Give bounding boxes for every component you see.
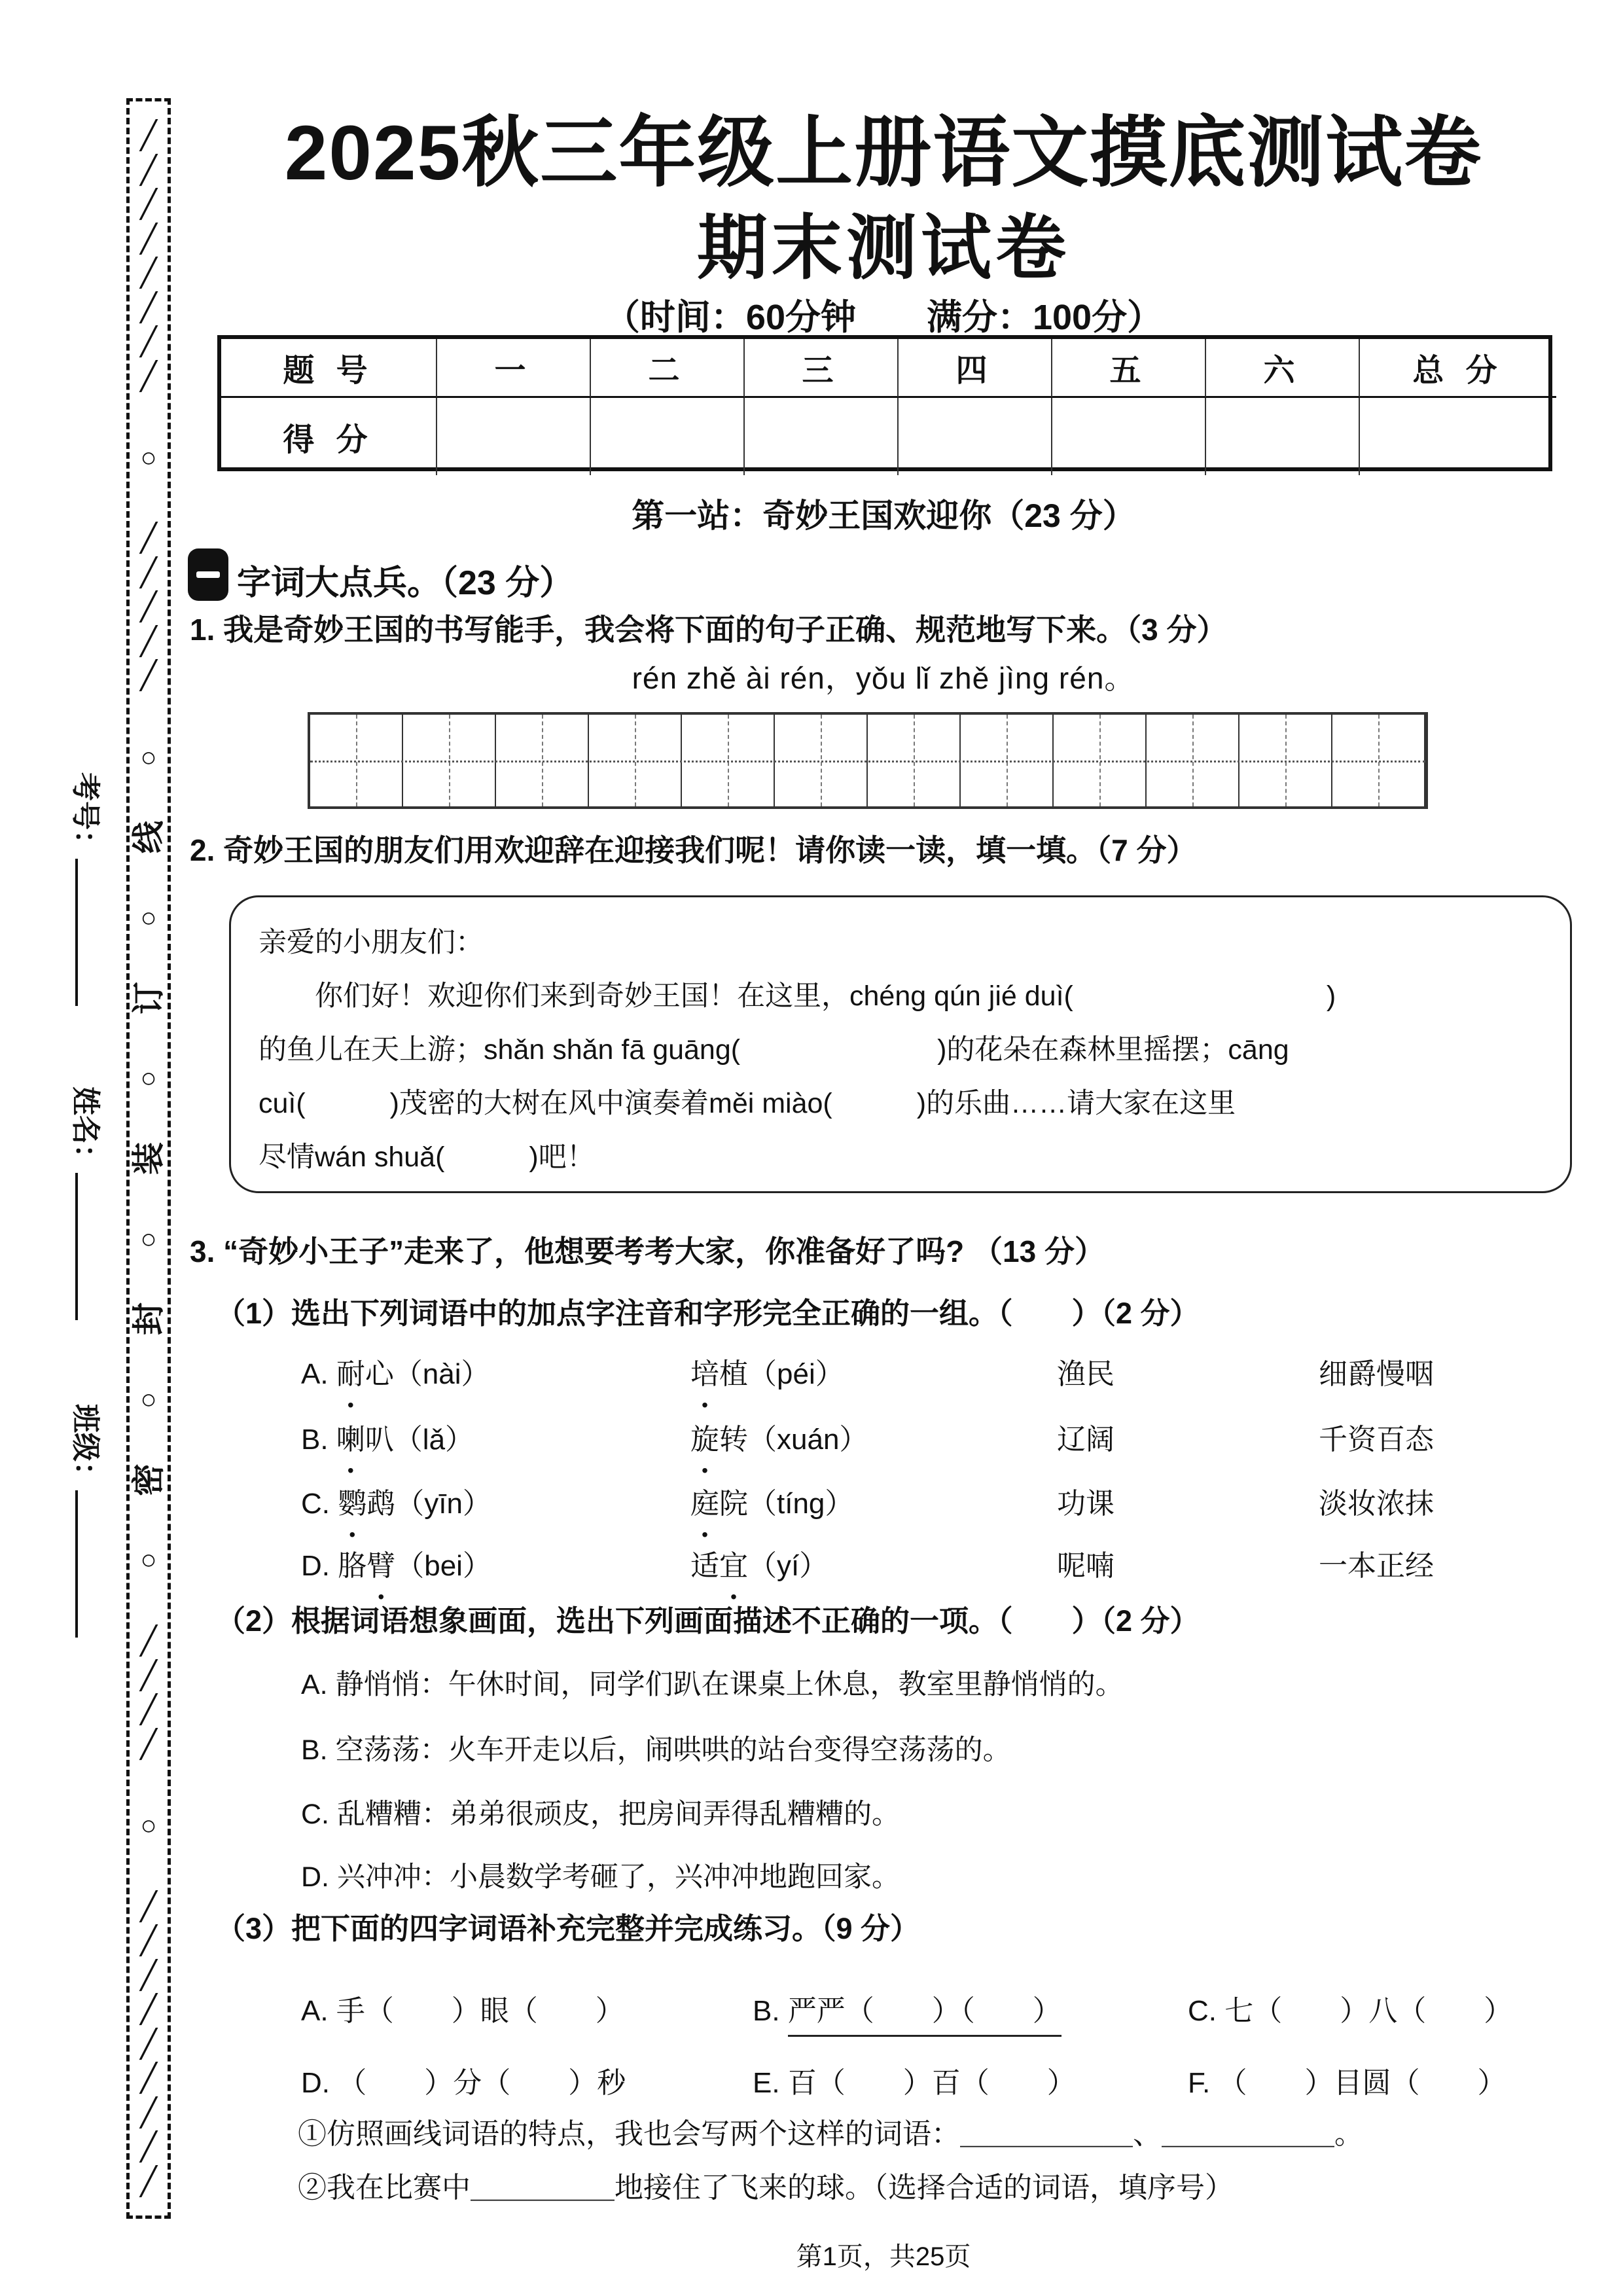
class-field <box>69 1404 108 1712</box>
emphasized-char: 庭 <box>690 1488 719 1520</box>
score-table <box>217 335 1552 471</box>
q1-stem: 1. 我是奇妙王国的书写能手，我会将下面的句子正确、规范地写下来。（3 分） <box>190 613 1227 647</box>
seal-char-zhuang: 装 <box>130 1142 167 1175</box>
student-id-blank[interactable] <box>75 859 101 1006</box>
letter-line-2: 你们好！欢迎你们来到奇妙王国！在这里，chéng qún jié duì( ) <box>259 980 1336 1012</box>
q3-1-row-a <box>301 1350 1577 1392</box>
letter-line-3: 的鱼儿在天上游；shǎn shǎn fā guāng( )的花朵在森林里摇摆；cāng <box>259 1034 1289 1066</box>
station-heading: 第一站：奇妙王国欢迎你（23 分） <box>632 497 1135 534</box>
time-score-meta: （时间：60分钟 满分：100分） <box>604 298 1163 337</box>
hatch-marks: ╱╱╱╱╱╱╱╱ <box>140 120 157 391</box>
seal-char-feng: 封 <box>130 1302 167 1336</box>
q3-2-option-c: C. 乱糟糟：弟弟很顽皮，把房间弄得乱糟糟的。 <box>301 1799 900 1830</box>
option-c-word4: 淡妆浓抹 <box>1319 1488 1434 1520</box>
q3-1-stem: （1）选出下列词语中的加点字注音和字形完全正确的一组。（ ）（2 分） <box>216 1297 1200 1330</box>
part1-heading: 字词大点兵。（23 分） <box>237 564 574 602</box>
option-a-word2: 培植（péi） <box>690 1350 1057 1392</box>
emphasized-char: 臂 <box>366 1550 396 1582</box>
seal-char-mi: 密 <box>130 1463 167 1496</box>
idiom-blank-b: B. 严严（ ）（ ） <box>753 1987 1188 2029</box>
paper-title: 2025秋三年级上册语文摸底测试卷 <box>284 110 1483 196</box>
score-col-1: 一 <box>437 339 591 398</box>
option-c-word3: 功课 <box>1057 1488 1115 1520</box>
option-a-word1: A. 耐心（nài） <box>301 1350 690 1392</box>
grid-midline <box>310 761 1425 762</box>
writing-grid[interactable] <box>308 712 1428 809</box>
score-row-label: 得 分 <box>221 398 437 475</box>
idiom-blank-e: E. 百（ ）百（ ） <box>753 2067 1076 2099</box>
student-id-field <box>69 772 108 1080</box>
score-cell-empty <box>745 398 899 475</box>
q3-3-ex2: ②我在比赛中＿＿＿＿＿地接住了飞来的球。（选择合适的词语，填序号） <box>298 2172 1234 2204</box>
hatch-marks: ╱╱╱╱╱ <box>140 522 157 691</box>
option-c-word2: 庭院（tíng） <box>690 1480 1057 1522</box>
circle-glyph: ○ <box>140 1809 157 1840</box>
q3-1-row-c <box>301 1480 1577 1522</box>
score-col-3: 三 <box>745 339 899 398</box>
letter-line-1: 亲爱的小朋友们： <box>259 927 484 958</box>
score-col-2: 二 <box>591 339 745 398</box>
circle-glyph: ○ <box>140 1223 157 1254</box>
student-name-label: 姓名： <box>69 1086 101 1173</box>
seal-binding-strip <box>126 98 171 2219</box>
q3-1-row-b <box>301 1416 1577 1458</box>
paper-subtitle: 期末测试卷 <box>696 208 1070 287</box>
q3-2-option-b: B. 空荡荡：火车开走以后，闹哄哄的站台变得空荡荡的。 <box>301 1734 1011 1766</box>
q3-2-stem: （2）根据词语想象画面，选出下列画面描述不正确的一项。（ ）（2 分） <box>216 1604 1200 1638</box>
score-cell-empty <box>591 398 745 475</box>
q3-2-option-d: D. 兴冲冲：小晨数学考砸了，兴冲冲地跑回家。 <box>301 1861 900 1893</box>
q1-pinyin-line: rén zhě ài rén，yǒu lǐ zhě jìng rén。 <box>632 661 1135 695</box>
emphasized-char: 旋 <box>690 1424 719 1456</box>
score-cell-empty <box>1206 398 1360 475</box>
student-id-label: 考号： <box>69 772 101 859</box>
score-cell-empty <box>437 398 591 475</box>
score-table-header-label: 题 号 <box>221 339 437 398</box>
seal-char-ding: 订 <box>130 981 167 1014</box>
option-d-word1: D. 胳臂（bei） <box>301 1542 690 1584</box>
score-col-5: 五 <box>1052 339 1206 398</box>
circle-glyph: ○ <box>140 741 157 772</box>
option-b-word1: B. 喇叭（lǎ） <box>301 1416 690 1458</box>
circle-glyph: ○ <box>140 1062 157 1094</box>
score-cell-empty <box>1360 398 1556 475</box>
circle-glyph: ○ <box>140 1544 157 1575</box>
emphasized-char: 鹦 <box>338 1488 367 1520</box>
emphasized-char: 宜 <box>719 1550 748 1582</box>
emphasized-char: 耐 <box>336 1358 365 1390</box>
underlined-idiom: 严严（ ）（ ） <box>788 1995 1061 2037</box>
q3-3-ex1: ①仿照画线词语的特点，我也会写两个这样的词语：＿＿＿＿＿＿、＿＿＿＿＿＿。 <box>298 2118 1363 2150</box>
option-b-word2: 旋转（xuán） <box>690 1416 1057 1458</box>
welcome-letter-box <box>229 895 1572 1193</box>
letter-line-5: 尽情wán shuǎ( )吧！ <box>259 1141 595 1173</box>
q3-2-option-a: A. 静悄悄：午休时间，同学们趴在课桌上休息，教室里静悄悄的。 <box>301 1669 1124 1700</box>
option-d-word3: 呢喃 <box>1057 1550 1115 1582</box>
score-col-6: 六 <box>1206 339 1360 398</box>
q3-3-blanks-row1 <box>301 1987 1577 2029</box>
class-blank[interactable] <box>75 1490 101 1638</box>
letter-line-4: cuì( )茂密的大树在风中演奏着měi miào( )的乐曲……请大家在这里 <box>259 1088 1236 1119</box>
q3-3-blanks-row2 <box>301 2059 1577 2101</box>
circle-glyph: ○ <box>140 1384 157 1415</box>
hatch-marks: ╱╱╱╱ <box>140 1625 157 1759</box>
idiom-blank-f: F. （ ）目圆（ ） <box>1188 2067 1507 2099</box>
page-number: 第1页，共25页 <box>796 2242 971 2271</box>
q3-stem: 3. “奇妙小王子”走来了，他想要考考大家，你准备好了吗? （13 分） <box>190 1234 1105 1268</box>
idiom-blank-d: D. （ ）分（ ）秒 <box>301 2067 626 2099</box>
idiom-blank-c: C. 七（ ）八（ ） <box>1188 1995 1513 2027</box>
emphasized-char: 喇 <box>336 1424 365 1456</box>
option-a-word3: 渔民 <box>1057 1358 1115 1390</box>
q3-3-stem: （3）把下面的四字词语补充完整并完成练习。（9 分） <box>216 1912 920 1945</box>
q3-1-row-d <box>301 1542 1577 1584</box>
seal-char-xian: 线 <box>130 821 167 854</box>
option-d-word4: 一本正经 <box>1319 1550 1434 1582</box>
student-name-blank[interactable] <box>75 1173 101 1320</box>
q2-stem: 2. 奇妙王国的朋友们用欢迎辞在迎接我们呢！请你读一读，填一填。（7 分） <box>190 833 1197 867</box>
option-a-word4: 细爵慢咽 <box>1319 1358 1434 1390</box>
section-one-badge <box>188 548 228 601</box>
option-b-word3: 辽阔 <box>1057 1424 1115 1456</box>
option-c-word1: C. 鹦鹉（yīn） <box>301 1480 690 1522</box>
class-label: 班级： <box>69 1404 101 1490</box>
student-name-field <box>69 1086 108 1394</box>
circle-glyph: ○ <box>140 441 157 473</box>
emphasized-char: 培 <box>690 1358 719 1390</box>
hatch-marks: ╱╱╱╱╱╱╱╱╱ <box>140 1890 157 2197</box>
score-cell-empty <box>1052 398 1206 475</box>
score-col-4: 四 <box>899 339 1052 398</box>
idiom-blank-a: A. 手（ ）眼（ ） <box>301 1995 624 2027</box>
option-b-word4: 千资百态 <box>1319 1424 1434 1456</box>
circle-glyph: ○ <box>140 901 157 933</box>
option-d-word2: 适宜（yí） <box>690 1542 1057 1584</box>
score-col-total: 总 分 <box>1360 339 1556 398</box>
score-cell-empty <box>899 398 1052 475</box>
section-one-glyph <box>196 571 220 578</box>
